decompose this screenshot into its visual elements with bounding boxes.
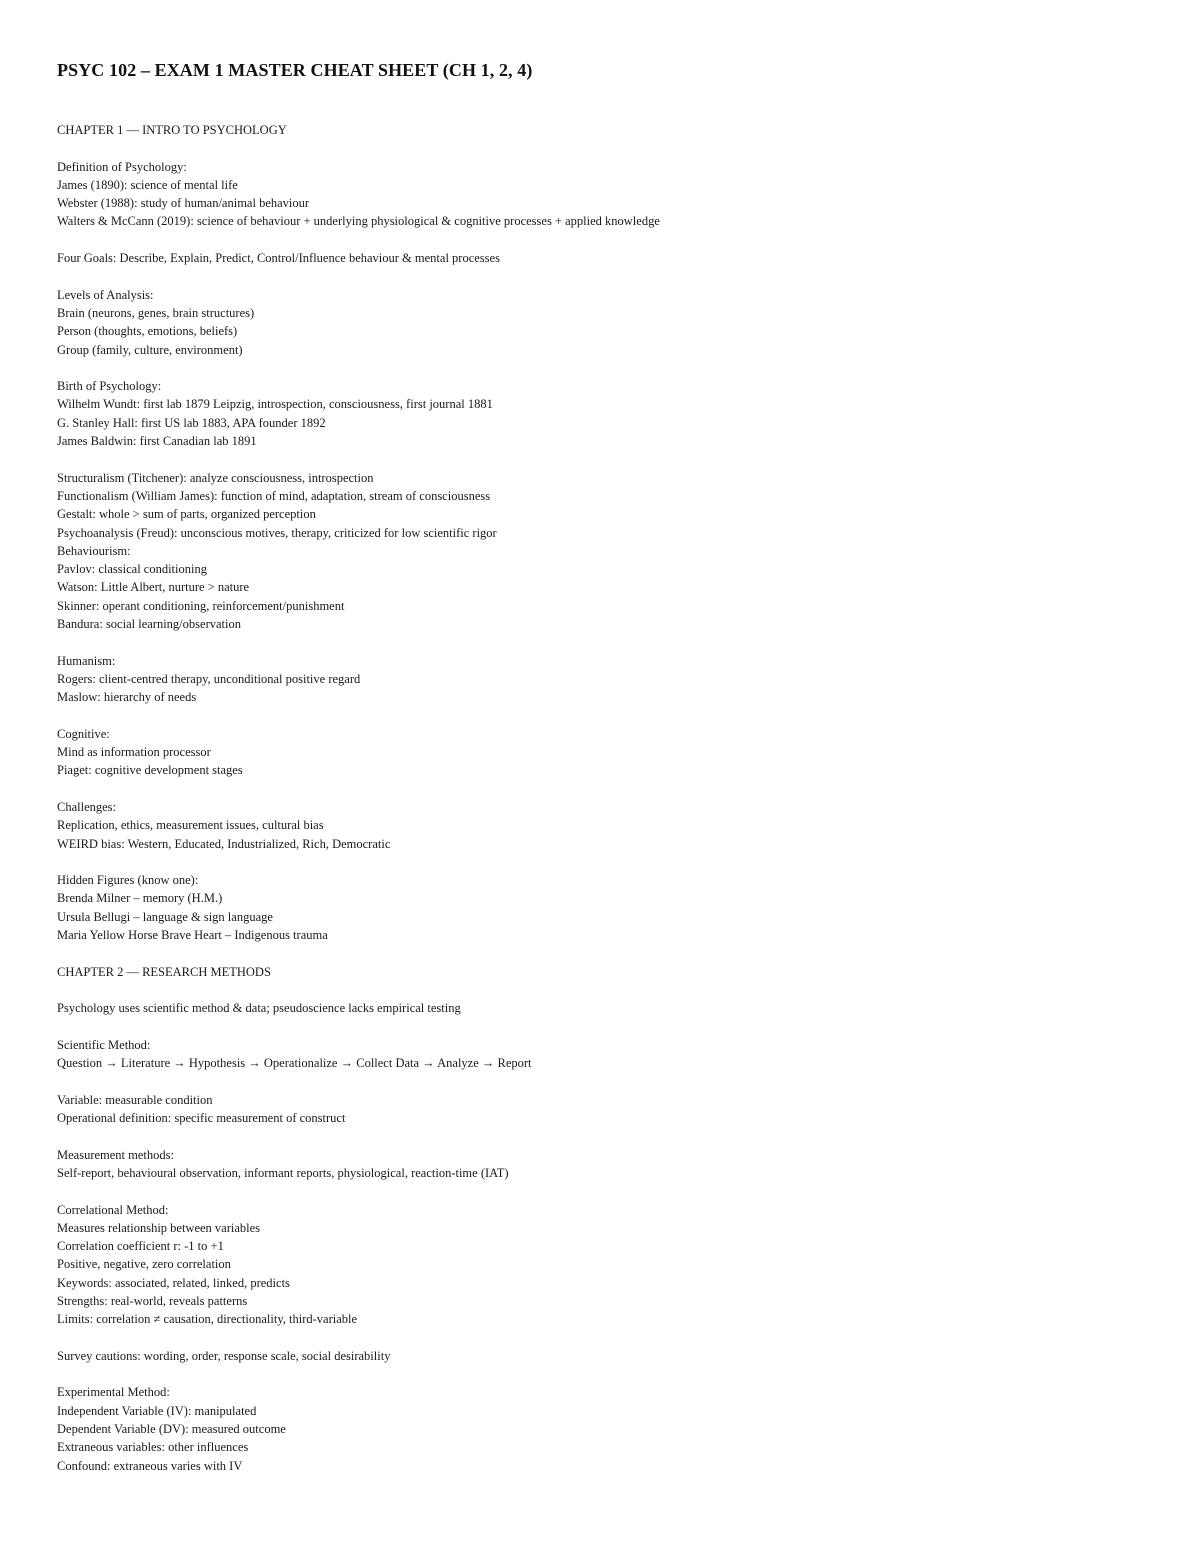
text-line: Structuralism (Titchener): analyze consciousness, introspection — [57, 470, 374, 485]
text-line: James (1890): science of mental life — [57, 177, 238, 192]
chapter-1-heading — [57, 121, 1157, 139]
text-line: Brenda Milner – memory (H.M.) — [57, 891, 223, 906]
text-line: Skinner: operant conditioning, reinforcement/punishment — [57, 598, 345, 613]
text-line: Webster (1988): study of human/animal behaviour — [57, 196, 310, 211]
survey-block — [57, 1347, 1157, 1365]
text-line: Bandura: social learning/observation — [57, 617, 241, 632]
section-label: Challenges: — [57, 799, 117, 814]
text-line: Group (family, culture, environment) — [57, 342, 243, 357]
document-title: PSYC 102 – EXAM 1 MASTER CHEAT SHEET (CH 1, 2, 4) — [57, 60, 533, 80]
text-line: Limits: correlation ≠ causation, directionality, third-variable — [57, 1312, 358, 1327]
text-line: Extraneous variables: other influences — [57, 1440, 249, 1455]
measurement-block — [57, 1146, 1157, 1183]
scientific-method-block — [57, 1036, 1157, 1073]
definition-block — [57, 158, 1157, 231]
text-line: Self-report, behavioural observation, informant reports, physiological, reaction-time (IAT) — [57, 1165, 509, 1180]
text-line: Wilhelm Wundt: first lab 1879 Leipzig, introspection, consciousness, first journal 1881 — [57, 397, 493, 412]
text-line: Mind as information processor — [57, 745, 211, 760]
text-line: Dependent Variable (DV): measured outcome — [57, 1422, 286, 1437]
text-line: Measures relationship between variables — [57, 1220, 261, 1235]
text-line: Confound: extraneous varies with IV — [57, 1458, 243, 1473]
text-line: Ursula Bellugi – language & sign language — [57, 909, 273, 924]
text-line: Rogers: client-centred therapy, unconditional positive regard — [57, 671, 361, 686]
text-line: Walters & McCann (2019): science of behaviour + underlying physiological & cognitive processes + applied knowledge — [57, 214, 660, 229]
section-label: Correlational Method: — [57, 1202, 169, 1217]
text-line: Correlation coefficient r: -1 to +1 — [57, 1239, 224, 1254]
text-line: Functionalism (William James): function of mind, adaptation, stream of consciousness — [57, 488, 491, 503]
text-line: Independent Variable (IV): manipulated — [57, 1403, 257, 1418]
text-line: Maria Yellow Horse Brave Heart – Indigenous trauma — [57, 928, 328, 943]
text-line: Person (thoughts, emotions, beliefs) — [57, 324, 238, 339]
challenges-block — [57, 798, 1157, 853]
text-line: Brain (neurons, genes, brain structures) — [57, 305, 255, 320]
text-line: Question → Literature → Hypothesis → Operationalize → Collect Data → Analyze → Report — [57, 1056, 532, 1071]
hidden-figures-block — [57, 871, 1157, 944]
section-label: Measurement methods: — [57, 1147, 174, 1162]
text-line: Positive, negative, zero correlation — [57, 1257, 231, 1272]
text-line: Keywords: associated, related, linked, predicts — [57, 1275, 290, 1290]
text-line: WEIRD bias: Western, Educated, Industrialized, Rich, Democratic — [57, 836, 391, 851]
chapter-heading: CHAPTER 1 — INTRO TO PSYCHOLOGY — [57, 123, 287, 137]
document-body — [57, 121, 1157, 1493]
cognitive-block — [57, 725, 1157, 780]
chapter-2-heading — [57, 963, 1157, 981]
section-label: Birth of Psychology: — [57, 379, 162, 394]
levels-block — [57, 286, 1157, 359]
text-line: Four Goals: Describe, Explain, Predict, Control/Influence behaviour & mental processes — [57, 251, 500, 266]
text-line: Gestalt: whole > sum of parts, organized perception — [57, 507, 316, 522]
section-label: Definition of Psychology: — [57, 159, 187, 174]
text-line: Replication, ethics, measurement issues, cultural bias — [57, 818, 324, 833]
text-line: Psychology uses scientific method & data; pseudoscience lacks empirical testing — [57, 1001, 461, 1016]
correlational-block — [57, 1201, 1157, 1329]
pseudoscience-block — [57, 999, 1157, 1017]
text-line: Operational definition: specific measurement of construct — [57, 1111, 346, 1126]
section-label: Behaviourism: — [57, 543, 131, 558]
text-line: G. Stanley Hall: first US lab 1883, APA founder 1892 — [57, 415, 326, 430]
section-label: Scientific Method: — [57, 1037, 151, 1052]
variable-block — [57, 1091, 1157, 1128]
section-label: Hidden Figures (know one): — [57, 873, 199, 888]
text-line: Watson: Little Albert, nurture > nature — [57, 580, 250, 595]
birth-block — [57, 377, 1157, 450]
schools-block — [57, 469, 1157, 634]
text-line: Maslow: hierarchy of needs — [57, 690, 197, 705]
experimental-block — [57, 1383, 1157, 1474]
section-label: Experimental Method: — [57, 1385, 170, 1400]
text-line: Survey cautions: wording, order, response scale, social desirability — [57, 1348, 391, 1363]
text-line: James Baldwin: first Canadian lab 1891 — [57, 434, 257, 449]
text-line: Piaget: cognitive development stages — [57, 763, 243, 778]
text-line: Psychoanalysis (Freud): unconscious motives, therapy, criticized for low scientific rigor — [57, 525, 497, 540]
goals-block — [57, 249, 1157, 267]
section-label: Humanism: — [57, 653, 116, 668]
chapter-heading: CHAPTER 2 — RESEARCH METHODS — [57, 964, 271, 979]
text-line: Variable: measurable condition — [57, 1092, 213, 1107]
text-line: Pavlov: classical conditioning — [57, 562, 207, 577]
text-line: Strengths: real-world, reveals patterns — [57, 1294, 248, 1308]
section-label: Cognitive: — [57, 726, 110, 741]
section-label: Levels of Analysis: — [57, 287, 154, 302]
humanism-block — [57, 652, 1157, 707]
